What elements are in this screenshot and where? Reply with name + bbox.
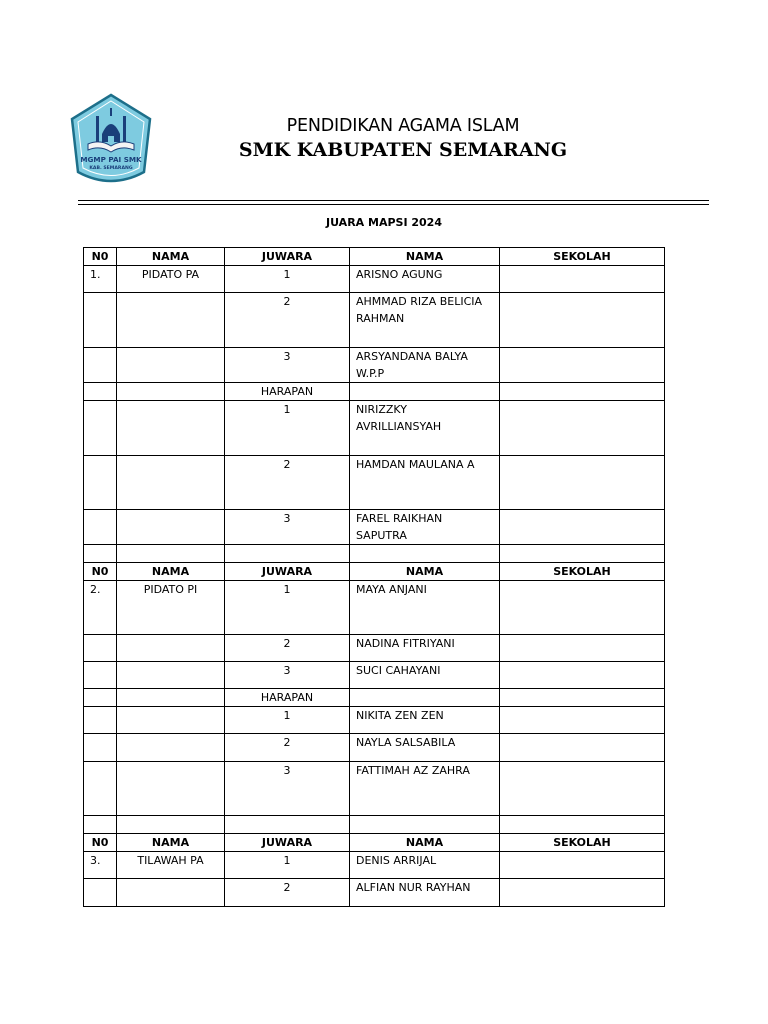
header-juwara: JUWARA bbox=[225, 563, 350, 581]
cell-nama: NIKITA ZEN ZEN bbox=[350, 707, 500, 734]
cell-juwara: 3 bbox=[225, 348, 350, 383]
table-row bbox=[84, 293, 665, 348]
header-nama: NAMA bbox=[117, 248, 225, 266]
cell-category: PIDATO PA bbox=[117, 266, 225, 293]
header-juwara: JUWARA bbox=[225, 248, 350, 266]
cell-no bbox=[84, 635, 117, 662]
cell-no bbox=[84, 383, 117, 401]
cell-juwara bbox=[225, 816, 350, 834]
cell-nama: NADINA FITRIYANI bbox=[350, 635, 500, 662]
cell-nama bbox=[350, 689, 500, 707]
cell-no bbox=[84, 401, 117, 456]
cell-sekolah bbox=[500, 266, 665, 293]
cell-sekolah bbox=[500, 293, 665, 348]
cell-no: 2. bbox=[84, 581, 117, 635]
cell-juwara: 2 bbox=[225, 293, 350, 348]
header-sekolah: SEKOLAH bbox=[500, 248, 665, 266]
table-row bbox=[84, 852, 665, 879]
cell-category bbox=[117, 707, 225, 734]
header-title-line2: SMK KABUPATEN SEMARANG bbox=[238, 139, 568, 161]
cell-sekolah bbox=[500, 383, 665, 401]
cell-nama: ARSYANDANA BALYA W.P.P bbox=[350, 348, 500, 383]
cell-no bbox=[84, 662, 117, 689]
results-table-body bbox=[84, 248, 665, 907]
cell-juwara: 1 bbox=[225, 401, 350, 456]
table-row bbox=[84, 510, 665, 545]
cell-sekolah bbox=[500, 348, 665, 383]
header-divider-bottom bbox=[78, 204, 709, 205]
cell-no bbox=[84, 293, 117, 348]
table-header-row bbox=[84, 248, 665, 266]
cell-category: TILAWAH PA bbox=[117, 852, 225, 879]
cell-juwara: 2 bbox=[225, 635, 350, 662]
cell-juwara: 2 bbox=[225, 456, 350, 510]
table-header-row bbox=[84, 563, 665, 581]
header-nama: NAMA bbox=[117, 834, 225, 852]
cell-sekolah bbox=[500, 734, 665, 762]
cell-sekolah bbox=[500, 662, 665, 689]
cell-sekolah bbox=[500, 456, 665, 510]
cell-juwara: HARAPAN bbox=[225, 383, 350, 401]
cell-nama: NIRIZZKY AVRILLIANSYAH bbox=[350, 401, 500, 456]
cell-no: 3. bbox=[84, 852, 117, 879]
svg-text:KAB. SEMARANG: KAB. SEMARANG bbox=[89, 166, 133, 171]
cell-category bbox=[117, 762, 225, 816]
cell-nama: DENIS ARRIJAL bbox=[350, 852, 500, 879]
cell-nama: SUCI CAHAYANI bbox=[350, 662, 500, 689]
cell-juwara: 1 bbox=[225, 266, 350, 293]
cell-category bbox=[117, 734, 225, 762]
header-no: N0 bbox=[84, 248, 117, 266]
table-row bbox=[84, 707, 665, 734]
cell-nama: AHMMAD RIZA BELICIA RAHMAN bbox=[350, 293, 500, 348]
header-title-line1: PENDIDIKAN AGAMA ISLAM bbox=[286, 116, 520, 136]
cell-category bbox=[117, 456, 225, 510]
cell-no bbox=[84, 879, 117, 907]
header-no: N0 bbox=[84, 834, 117, 852]
header-no: N0 bbox=[84, 563, 117, 581]
cell-sekolah bbox=[500, 510, 665, 545]
header-nama-peserta: NAMA bbox=[350, 834, 500, 852]
cell-sekolah bbox=[500, 581, 665, 635]
cell-sekolah bbox=[500, 879, 665, 907]
cell-no bbox=[84, 734, 117, 762]
cell-no: 1. bbox=[84, 266, 117, 293]
header-divider-top bbox=[78, 200, 709, 201]
cell-juwara: 3 bbox=[225, 510, 350, 545]
cell-category bbox=[117, 662, 225, 689]
cell-sekolah bbox=[500, 401, 665, 456]
table-header-row bbox=[84, 834, 665, 852]
cell-sekolah bbox=[500, 816, 665, 834]
results-table bbox=[83, 247, 665, 907]
cell-juwara: HARAPAN bbox=[225, 689, 350, 707]
cell-no bbox=[84, 545, 117, 563]
table-row bbox=[84, 635, 665, 662]
cell-category bbox=[117, 816, 225, 834]
table-row bbox=[84, 581, 665, 635]
cell-nama: FATTIMAH AZ ZAHRA bbox=[350, 762, 500, 816]
cell-nama bbox=[350, 545, 500, 563]
cell-nama: ARISNO AGUNG bbox=[350, 266, 500, 293]
cell-nama bbox=[350, 383, 500, 401]
cell-juwara: 3 bbox=[225, 662, 350, 689]
header-nama-peserta: NAMA bbox=[350, 563, 500, 581]
cell-category bbox=[117, 635, 225, 662]
cell-category bbox=[117, 348, 225, 383]
document-subtitle: JUARA MAPSI 2024 bbox=[326, 216, 442, 229]
table-row bbox=[84, 456, 665, 510]
cell-nama: NAYLA SALSABILA bbox=[350, 734, 500, 762]
table-row bbox=[84, 816, 665, 834]
cell-no bbox=[84, 510, 117, 545]
header-nama: NAMA bbox=[117, 563, 225, 581]
cell-juwara: 2 bbox=[225, 734, 350, 762]
cell-nama bbox=[350, 816, 500, 834]
svg-text:MGMP PAI SMK: MGMP PAI SMK bbox=[80, 155, 142, 164]
cell-juwara: 1 bbox=[225, 581, 350, 635]
cell-sekolah bbox=[500, 852, 665, 879]
table-row bbox=[84, 348, 665, 383]
cell-category bbox=[117, 689, 225, 707]
cell-sekolah bbox=[500, 545, 665, 563]
table-row bbox=[84, 879, 665, 907]
cell-no bbox=[84, 456, 117, 510]
cell-juwara: 1 bbox=[225, 707, 350, 734]
header-sekolah: SEKOLAH bbox=[500, 834, 665, 852]
cell-no bbox=[84, 816, 117, 834]
cell-category bbox=[117, 293, 225, 348]
cell-sekolah bbox=[500, 762, 665, 816]
header-sekolah: SEKOLAH bbox=[500, 563, 665, 581]
cell-category bbox=[117, 545, 225, 563]
cell-juwara: 3 bbox=[225, 762, 350, 816]
table-row bbox=[84, 383, 665, 401]
cell-juwara: 2 bbox=[225, 879, 350, 907]
cell-category bbox=[117, 510, 225, 545]
cell-no bbox=[84, 348, 117, 383]
cell-juwara bbox=[225, 545, 350, 563]
cell-no bbox=[84, 689, 117, 707]
cell-sekolah bbox=[500, 707, 665, 734]
cell-sekolah bbox=[500, 689, 665, 707]
cell-nama: HAMDAN MAULANA A bbox=[350, 456, 500, 510]
table-row bbox=[84, 266, 665, 293]
table-row bbox=[84, 401, 665, 456]
table-row bbox=[84, 662, 665, 689]
table-row bbox=[84, 734, 665, 762]
cell-category bbox=[117, 401, 225, 456]
cell-juwara: 1 bbox=[225, 852, 350, 879]
cell-no bbox=[84, 707, 117, 734]
cell-sekolah bbox=[500, 635, 665, 662]
header-juwara: JUWARA bbox=[225, 834, 350, 852]
cell-category bbox=[117, 383, 225, 401]
header-nama-peserta: NAMA bbox=[350, 248, 500, 266]
cell-no bbox=[84, 762, 117, 816]
cell-nama: MAYA ANJANI bbox=[350, 581, 500, 635]
table-row bbox=[84, 762, 665, 816]
cell-nama: FAREL RAIKHAN SAPUTRA bbox=[350, 510, 500, 545]
table-row bbox=[84, 545, 665, 563]
cell-nama: ALFIAN NUR RAYHAN bbox=[350, 879, 500, 907]
cell-category: PIDATO PI bbox=[117, 581, 225, 635]
cell-category bbox=[117, 879, 225, 907]
table-row bbox=[84, 689, 665, 707]
